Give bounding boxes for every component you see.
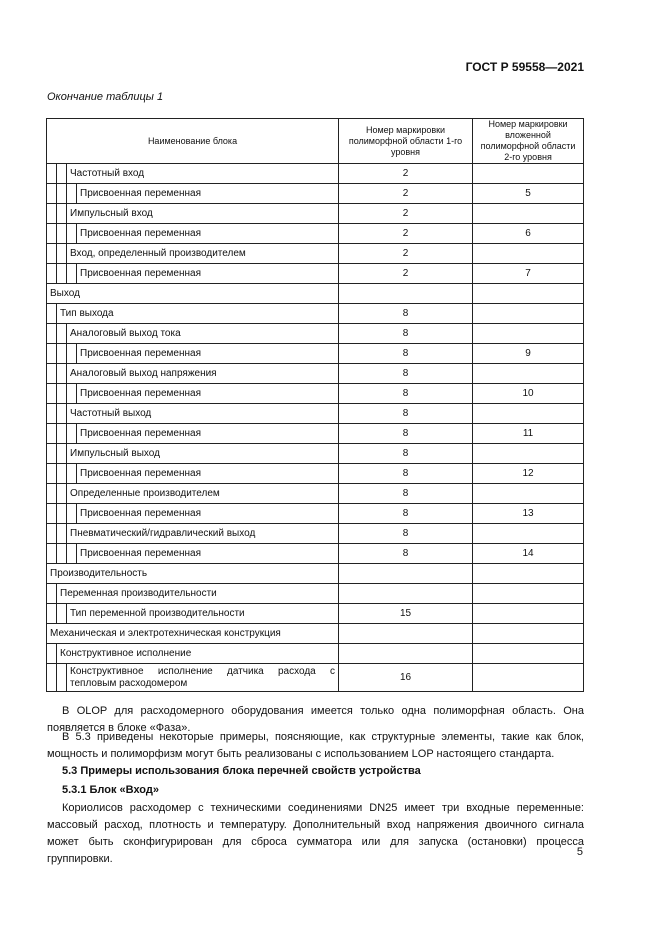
indent-cell xyxy=(57,364,67,384)
indent-cell xyxy=(47,204,57,224)
table-row xyxy=(47,484,584,504)
level1-number-cell: 2 xyxy=(339,264,473,284)
level1-number-cell: 2 xyxy=(339,184,473,204)
block-name-cell: Частотный вход xyxy=(67,164,339,184)
table-body xyxy=(47,164,584,692)
level2-number-cell: 14 xyxy=(473,544,584,564)
indent-cell xyxy=(47,504,57,524)
level2-number-cell xyxy=(473,164,584,184)
table-row xyxy=(47,404,584,424)
indent-cell xyxy=(47,544,57,564)
indent-cell xyxy=(47,664,57,692)
level1-number-cell: 8 xyxy=(339,384,473,404)
indent-cell xyxy=(67,264,77,284)
level2-number-cell: 6 xyxy=(473,224,584,244)
block-name-cell: Аналоговый выход напряжения xyxy=(67,364,339,384)
header-level1: Номер маркировки полиморфной области 1-го уровня xyxy=(339,119,473,164)
level1-number-cell: 2 xyxy=(339,244,473,264)
block-name-cell: Аналоговый выход тока xyxy=(67,324,339,344)
indent-cell xyxy=(47,304,57,324)
indent-cell xyxy=(57,524,67,544)
level2-number-cell xyxy=(473,244,584,264)
indent-cell xyxy=(67,424,77,444)
table-row xyxy=(47,584,584,604)
level2-number-cell xyxy=(473,304,584,324)
level1-number-cell xyxy=(339,564,473,584)
indent-cell xyxy=(47,244,57,264)
block-name-cell: Вход, определенный производителем xyxy=(67,244,339,264)
level2-number-cell: 5 xyxy=(473,184,584,204)
table-row xyxy=(47,564,584,584)
indent-cell xyxy=(57,244,67,264)
block-name-cell: Присвоенная переменная xyxy=(77,224,339,244)
level2-number-cell xyxy=(473,624,584,644)
level2-number-cell xyxy=(473,284,584,304)
block-name-cell: Производительность xyxy=(47,564,339,584)
indent-cell xyxy=(57,184,67,204)
indent-cell xyxy=(57,404,67,424)
indent-cell xyxy=(47,604,57,624)
level1-number-cell: 8 xyxy=(339,324,473,344)
table-row xyxy=(47,244,584,264)
level2-number-cell xyxy=(473,404,584,424)
block-name-cell: Переменная производительности xyxy=(57,584,339,604)
level1-number-cell xyxy=(339,644,473,664)
indent-cell xyxy=(67,504,77,524)
table-row xyxy=(47,464,584,484)
indent-cell xyxy=(57,484,67,504)
level2-number-cell xyxy=(473,484,584,504)
block-name-cell: Присвоенная переменная xyxy=(77,384,339,404)
level1-number-cell: 8 xyxy=(339,524,473,544)
level1-number-cell: 8 xyxy=(339,404,473,424)
indent-cell xyxy=(47,164,57,184)
level1-number-cell: 16 xyxy=(339,664,473,692)
indent-cell xyxy=(57,224,67,244)
table-row xyxy=(47,204,584,224)
block-name-cell: Импульсный вход xyxy=(67,204,339,224)
level1-number-cell: 8 xyxy=(339,544,473,564)
indent-cell xyxy=(57,264,67,284)
block-name-cell: Присвоенная переменная xyxy=(77,464,339,484)
indent-cell xyxy=(47,424,57,444)
indent-cell xyxy=(47,344,57,364)
indent-cell xyxy=(47,444,57,464)
indent-cell xyxy=(67,464,77,484)
level2-number-cell xyxy=(473,444,584,464)
indent-cell xyxy=(47,584,57,604)
indent-cell xyxy=(57,544,67,564)
level1-number-cell xyxy=(339,624,473,644)
indent-cell xyxy=(47,324,57,344)
block-name-cell: Конструктивное исполнение xyxy=(57,644,339,664)
indent-cell xyxy=(57,444,67,464)
table-row xyxy=(47,304,584,324)
level1-number-cell: 8 xyxy=(339,344,473,364)
block-name-cell: Присвоенная переменная xyxy=(77,424,339,444)
level1-number-cell: 8 xyxy=(339,464,473,484)
indent-cell xyxy=(57,344,67,364)
indent-cell xyxy=(57,604,67,624)
indent-cell xyxy=(57,164,67,184)
level1-number-cell: 8 xyxy=(339,484,473,504)
block-name-cell: Конструктивное исполнение датчика расхода с тепловым расходомером xyxy=(67,664,339,692)
level2-number-cell xyxy=(473,204,584,224)
indent-cell xyxy=(47,404,57,424)
blocks-table xyxy=(46,118,584,692)
level2-number-cell: 9 xyxy=(473,344,584,364)
indent-cell xyxy=(57,324,67,344)
level2-number-cell: 10 xyxy=(473,384,584,404)
block-name-cell: Пневматический/гидравлический выход xyxy=(67,524,339,544)
level2-number-cell xyxy=(473,324,584,344)
paragraph-examples: В 5.3 приведены некоторые примеры, поясняющие, как структурные элементы, такие как блок, мощность и полиморфизм могут быть реализованы с использованием LOP настоящего стандарта. xyxy=(47,731,584,760)
level1-number-cell: 2 xyxy=(339,224,473,244)
level2-number-cell: 12 xyxy=(473,464,584,484)
block-name-cell: Присвоенная переменная xyxy=(77,544,339,564)
block-name-cell: Присвоенная переменная xyxy=(77,504,339,524)
level1-number-cell: 8 xyxy=(339,424,473,444)
block-name-cell: Присвоенная переменная xyxy=(77,264,339,284)
indent-cell xyxy=(67,224,77,244)
table-row xyxy=(47,644,584,664)
table-row xyxy=(47,224,584,244)
block-name-cell: Импульсный выход xyxy=(67,444,339,464)
indent-cell xyxy=(57,464,67,484)
table-row xyxy=(47,284,584,304)
indent-cell xyxy=(57,424,67,444)
level1-number-cell: 2 xyxy=(339,164,473,184)
level2-number-cell: 7 xyxy=(473,264,584,284)
level1-number-cell xyxy=(339,284,473,304)
table-row xyxy=(47,384,584,404)
table-row xyxy=(47,364,584,384)
block-name-cell: Присвоенная переменная xyxy=(77,184,339,204)
table-row xyxy=(47,544,584,564)
level2-number-cell xyxy=(473,584,584,604)
indent-cell xyxy=(47,264,57,284)
section-heading: 5.3 Примеры использования блока перечней свойств устройства xyxy=(62,765,421,777)
level1-number-cell: 2 xyxy=(339,204,473,224)
level2-number-cell xyxy=(473,524,584,544)
level1-number-cell: 15 xyxy=(339,604,473,624)
header-level2: Номер маркировки вложенной полиморфной области 2-го уровня xyxy=(473,119,584,164)
page-number: 5 xyxy=(576,846,583,858)
table-row xyxy=(47,444,584,464)
table-row xyxy=(47,604,584,624)
indent-cell xyxy=(47,484,57,504)
table-row xyxy=(47,164,584,184)
indent-cell xyxy=(47,224,57,244)
indent-cell xyxy=(57,504,67,524)
indent-cell xyxy=(57,204,67,224)
table-row xyxy=(47,504,584,524)
indent-cell xyxy=(47,524,57,544)
level1-number-cell: 8 xyxy=(339,364,473,384)
level1-number-cell: 8 xyxy=(339,504,473,524)
indent-cell xyxy=(67,384,77,404)
block-name-cell: Тип выхода xyxy=(57,304,339,324)
level2-number-cell: 13 xyxy=(473,504,584,524)
indent-cell xyxy=(47,644,57,664)
header-block-name: Наименование блока xyxy=(47,119,339,164)
table-row xyxy=(47,264,584,284)
level2-number-cell xyxy=(473,564,584,584)
indent-cell xyxy=(47,464,57,484)
table-row xyxy=(47,664,584,692)
table-row xyxy=(47,324,584,344)
table-row xyxy=(47,624,584,644)
level2-number-cell xyxy=(473,644,584,664)
table-row xyxy=(47,424,584,444)
table-row xyxy=(47,184,584,204)
table-caption: Окончание таблицы 1 xyxy=(47,91,164,103)
indent-cell xyxy=(47,184,57,204)
indent-cell xyxy=(67,184,77,204)
indent-cell xyxy=(57,384,67,404)
table-row xyxy=(47,524,584,544)
subsection-heading: 5.3.1 Блок «Вход» xyxy=(62,784,159,796)
block-name-cell: Определенные производителем xyxy=(67,484,339,504)
indent-cell xyxy=(57,664,67,692)
standard-designation: ГОСТ Р 59558—2021 xyxy=(465,60,584,74)
block-name-cell: Частотный выход xyxy=(67,404,339,424)
block-name-cell: Выход xyxy=(47,284,339,304)
block-name-cell: Присвоенная переменная xyxy=(77,344,339,364)
level1-number-cell: 8 xyxy=(339,444,473,464)
table-header-row xyxy=(47,119,584,164)
paragraph-olop: В OLOP для расходомерного оборудования имеется только одна полиморфная область. Она появляется в блоке «Фаза». xyxy=(47,705,584,734)
indent-cell xyxy=(47,384,57,404)
block-name-cell: Механическая и электротехническая конструкция xyxy=(47,624,339,644)
level2-number-cell: 11 xyxy=(473,424,584,444)
indent-cell xyxy=(67,544,77,564)
table-row xyxy=(47,344,584,364)
level2-number-cell xyxy=(473,664,584,692)
level1-number-cell: 8 xyxy=(339,304,473,324)
block-name-cell: Тип переменной производительности xyxy=(67,604,339,624)
section-body: Кориолисов расходомер с техническими соединениями DN25 имеет три входные переменные: массовый расход, плотность и температуру. Дополнительный вход напряжения двоичного сигнала может быть сконфигурирован для сброса сумматора или для запуска (остановки) процесса группировки. xyxy=(47,802,584,865)
indent-cell xyxy=(67,344,77,364)
level1-number-cell xyxy=(339,584,473,604)
indent-cell xyxy=(47,364,57,384)
level2-number-cell xyxy=(473,604,584,624)
level2-number-cell xyxy=(473,364,584,384)
